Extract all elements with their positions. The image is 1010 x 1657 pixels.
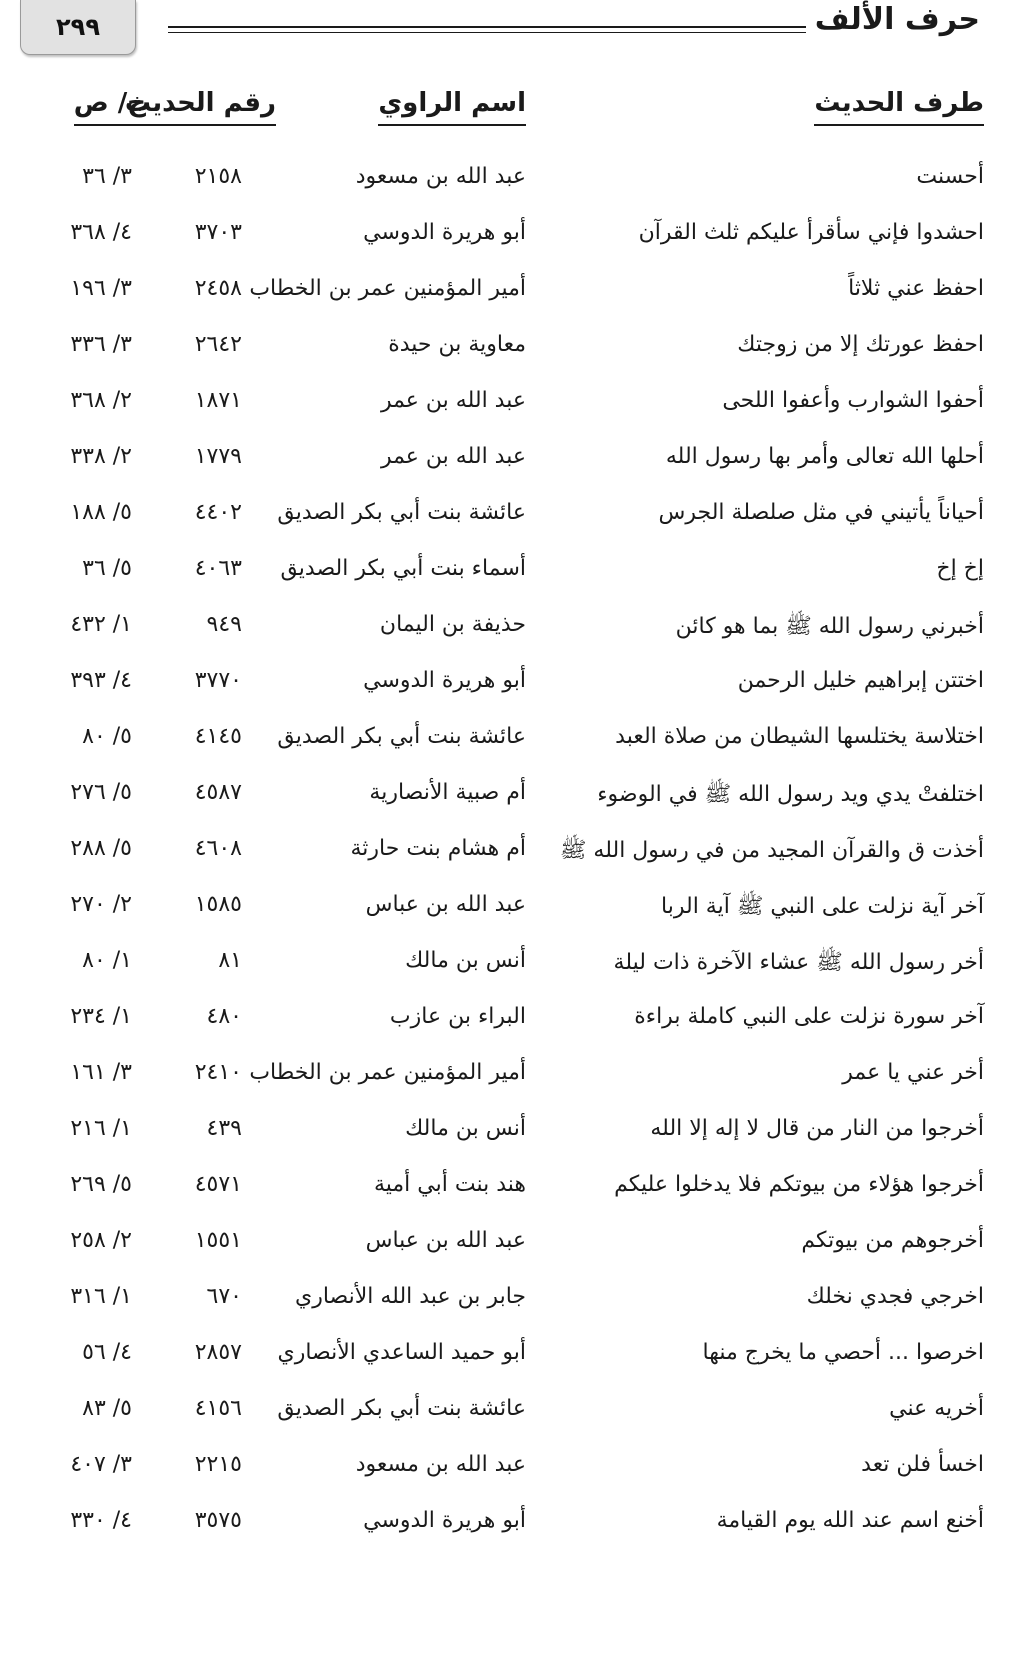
- column-header-number: رقم الحديث: [125, 88, 276, 126]
- volume-page-ref: ٥/ ٨٣: [82, 1396, 132, 1421]
- volume-page-ref: ٥/ ١٨٨: [70, 500, 132, 525]
- table-row: [26, 380, 984, 436]
- hadith-number: ٤٣٩: [206, 1116, 242, 1141]
- table-row: [26, 156, 984, 212]
- narrator-name: أم صبية الأنصارية: [369, 780, 526, 805]
- volume-page-ref: ٢/ ٢٧٠: [70, 892, 132, 917]
- hadith-number: ٢٦٤٢: [194, 332, 242, 357]
- table-row: [26, 1444, 984, 1500]
- narrator-name: أم هشام بنت حارثة: [350, 836, 526, 861]
- hadith-text: إخ إخ: [936, 556, 984, 581]
- hadith-number: ٢٨٥٧: [194, 1340, 242, 1365]
- hadith-number: ٢١٥٨: [194, 164, 242, 189]
- table-row: [26, 1164, 984, 1220]
- table-row: [26, 1388, 984, 1444]
- volume-page-ref: ٣/ ٤٠٧: [70, 1452, 132, 1477]
- narrator-name: هند بنت أبي أمية: [373, 1172, 526, 1197]
- table-row: [26, 716, 984, 772]
- hadith-number: ٤٠٦٣: [194, 556, 242, 581]
- hadith-text: أخرجوا هؤلاء من بيوتكم فلا يدخلوا عليكم: [614, 1172, 984, 1197]
- narrator-name: أبو هريرة الدوسي: [363, 220, 526, 245]
- narrator-name: عائشة بنت أبي بكر الصديق: [277, 1396, 526, 1421]
- header-rule-thin: [168, 32, 806, 33]
- hadith-number: ١٨٧١: [194, 388, 242, 413]
- volume-page-ref: ١/ ٣١٦: [70, 1284, 132, 1309]
- table-row: [26, 996, 984, 1052]
- table-row: [26, 772, 984, 828]
- hadith-number: ٤٥٨٧: [194, 780, 242, 805]
- hadith-number: ٤٥٧١: [194, 1172, 242, 1197]
- volume-page-ref: ٣/ ٣٣٦: [70, 332, 132, 357]
- table-row: [26, 492, 984, 548]
- hadith-text: أحلها الله تعالى وأمر بها رسول الله: [665, 444, 984, 469]
- narrator-name: أبو هريرة الدوسي: [363, 668, 526, 693]
- volume-page-ref: ٣/ ١٩٦: [70, 276, 132, 301]
- column-header-narrator: اسم الراوي: [378, 88, 526, 126]
- narrator-name: جابر بن عبد الله الأنصاري: [294, 1284, 526, 1309]
- hadith-text: أخذت ق والقرآن المجيد من في رسول الله ﷺ: [559, 838, 984, 863]
- table-row: [26, 940, 984, 996]
- header-rule: [168, 26, 806, 28]
- volume-page-ref: ٤/ ٣٣٠: [70, 1508, 132, 1533]
- narrator-name: عائشة بنت أبي بكر الصديق: [277, 500, 526, 525]
- narrator-name: عبد الله بن عمر: [380, 388, 526, 413]
- hadith-text: اخرجي فجدي نخلك: [806, 1284, 984, 1309]
- hadith-number: ٨١: [218, 948, 242, 973]
- hadith-number: ٤٦٠٨: [194, 836, 242, 861]
- hadith-number: ٤١٥٦: [194, 1396, 242, 1421]
- narrator-name: البراء بن عازب: [389, 1004, 526, 1029]
- hadith-text: أخبرني رسول الله ﷺ بما هو كائن: [675, 614, 984, 639]
- volume-page-ref: ٥/ ٣٦: [82, 556, 132, 581]
- table-row: [26, 324, 984, 380]
- narrator-name: عبد الله بن مسعود: [355, 164, 526, 189]
- volume-page-ref: ٥/ ٢٦٩: [70, 1172, 132, 1197]
- hadith-number: ٤٨٠: [206, 1004, 242, 1029]
- hadith-text: أخنع اسم عند الله يوم القيامة: [716, 1508, 984, 1533]
- table-row: [26, 548, 984, 604]
- hadith-number: ٢٤٥٨: [194, 276, 242, 301]
- table-row: [26, 1332, 984, 1388]
- hadith-text: اختلفتْ يدي ويد رسول الله ﷺ في الوضوء: [597, 782, 984, 807]
- volume-page-ref: ١/ ٤٣٢: [70, 612, 132, 637]
- narrator-name: أنس بن مالك: [405, 1116, 526, 1141]
- narrator-name: أبو هريرة الدوسي: [363, 1508, 526, 1533]
- hadith-number: ١٧٧٩: [194, 444, 242, 469]
- hadith-text: اختلاسة يختلسها الشيطان من صلاة العبد: [615, 724, 984, 749]
- volume-page-ref: ٣/ ١٦١: [70, 1060, 132, 1085]
- volume-page-ref: ٢/ ٣٣٨: [70, 444, 132, 469]
- narrator-name: أنس بن مالك: [405, 948, 526, 973]
- column-header-volume-page: ج/ ص: [74, 88, 146, 126]
- page-header: [0, 0, 1010, 70]
- table-body: [26, 156, 984, 1556]
- table-row: [26, 436, 984, 492]
- table-row: [26, 884, 984, 940]
- hadith-text: أحياناً يأتيني في مثل صلصلة الجرس: [658, 500, 984, 525]
- hadith-text: احفظ عورتك إلا من زوجتك: [737, 332, 984, 357]
- volume-page-ref: ٥/ ٢٧٦: [70, 780, 132, 805]
- hadith-text: أخرجوا من النار من قال لا إله إلا الله: [650, 1116, 984, 1141]
- column-header-hadith: طرف الحديث: [814, 88, 984, 126]
- hadith-text: اخرصوا ... أحصي ما يخرج منها: [702, 1340, 984, 1365]
- narrator-name: حذيفة بن اليمان: [379, 612, 526, 637]
- hadith-number: ٢٢١٥: [194, 1452, 242, 1477]
- hadith-text: أحسنت: [916, 164, 984, 189]
- hadith-text: أحفوا الشوارب وأعفوا اللحى: [722, 388, 984, 413]
- narrator-name: معاوية بن حيدة: [388, 332, 526, 357]
- hadith-number: ٤١٤٥: [194, 724, 242, 749]
- narrator-name: عبد الله بن عباس: [365, 1228, 526, 1253]
- volume-page-ref: ٥/ ٨٠: [82, 724, 132, 749]
- page-number-badge: ٢٩٩: [20, 0, 136, 55]
- hadith-text: آخر آية نزلت على النبي ﷺ آية الربا: [661, 894, 984, 919]
- hadith-number: ١٥٥١: [194, 1228, 242, 1253]
- table-row: [26, 268, 984, 324]
- table-row: [26, 1052, 984, 1108]
- narrator-name: أسماء بنت أبي بكر الصديق: [280, 556, 526, 581]
- hadith-text: اخسأ فلن تعد: [861, 1452, 984, 1477]
- table-row: [26, 1108, 984, 1164]
- hadith-number: ٣٧٠٣: [194, 220, 242, 245]
- volume-page-ref: ١/ ٢١٦: [70, 1116, 132, 1141]
- narrator-name: أمير المؤمنين عمر بن الخطاب: [249, 1060, 526, 1085]
- hadith-text: اختتن إبراهيم خليل الرحمن: [737, 668, 984, 693]
- narrator-name: عائشة بنت أبي بكر الصديق: [277, 724, 526, 749]
- table-row: [26, 828, 984, 884]
- volume-page-ref: ٤/ ٣٩٣: [70, 668, 132, 693]
- volume-page-ref: ٤/ ٣٦٨: [70, 220, 132, 245]
- narrator-name: عبد الله بن عباس: [365, 892, 526, 917]
- hadith-text: أخريه عني: [889, 1396, 984, 1421]
- volume-page-ref: ٢/ ٢٥٨: [70, 1228, 132, 1253]
- hadith-number: ٩٤٩: [206, 612, 242, 637]
- hadith-text: أخر رسول الله ﷺ عشاء الآخرة ذات ليلة: [613, 950, 984, 975]
- chapter-title: حرف الألف: [814, 2, 980, 37]
- table-row: [26, 212, 984, 268]
- volume-page-ref: ٥/ ٢٨٨: [70, 836, 132, 861]
- narrator-name: أمير المؤمنين عمر بن الخطاب: [249, 276, 526, 301]
- table-row: [26, 1220, 984, 1276]
- volume-page-ref: ٢/ ٣٦٨: [70, 388, 132, 413]
- column-header-row: [26, 88, 984, 150]
- hadith-text: احشدوا فإني سأقرأ عليكم ثلث القرآن: [638, 220, 984, 245]
- hadith-number: ٢٤١٠: [194, 1060, 242, 1085]
- hadith-text: أخر عني يا عمر: [842, 1060, 984, 1085]
- narrator-name: عبد الله بن مسعود: [355, 1452, 526, 1477]
- table-row: [26, 660, 984, 716]
- hadith-text: آخر سورة نزلت على النبي كاملة براءة: [634, 1004, 984, 1029]
- narrator-name: عبد الله بن عمر: [380, 444, 526, 469]
- table-row: [26, 1276, 984, 1332]
- hadith-number: ٦٧٠: [206, 1284, 242, 1309]
- hadith-number: ٤٤٠٢: [194, 500, 242, 525]
- volume-page-ref: ١/ ٢٣٤: [70, 1004, 132, 1029]
- narrator-name: أبو حميد الساعدي الأنصاري: [277, 1340, 526, 1365]
- hadith-number: ٣٥٧٥: [194, 1508, 242, 1533]
- hadith-index-table: [26, 88, 984, 1533]
- volume-page-ref: ٣/ ٣٦: [82, 164, 132, 189]
- hadith-text: احفظ عني ثلاثاً: [848, 276, 984, 301]
- hadith-number: ٣٧٧٠: [194, 668, 242, 693]
- volume-page-ref: ٤/ ٥٦: [82, 1340, 132, 1365]
- volume-page-ref: ١/ ٨٠: [82, 948, 132, 973]
- table-row: [26, 604, 984, 660]
- hadith-text: أخرجوهم من بيوتكم: [801, 1228, 984, 1253]
- hadith-number: ١٥٨٥: [194, 892, 242, 917]
- table-row: [26, 1500, 984, 1556]
